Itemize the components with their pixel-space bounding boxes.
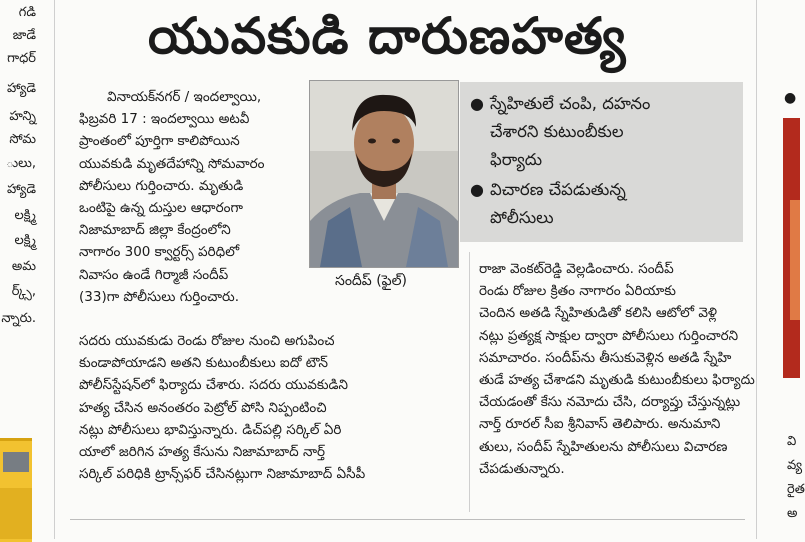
- right-edge-bullet: ●: [784, 90, 797, 106]
- victim-photo: [309, 80, 459, 268]
- article-line: యువకుడి మృతదేహాన్ని సోమవారం: [79, 155, 265, 172]
- left-edge-line: గడి: [18, 5, 36, 20]
- article-line: రెండు రోజుల క్రితం నాగారం ఏరియాకు: [479, 283, 676, 300]
- column-rule-left: [54, 0, 55, 539]
- article-line: చేయడంతో కేసు నమోదు చేసి, దర్యాప్తు చేస్తున్నట్లు: [479, 394, 741, 411]
- article-line: (33)గా పోలీసులు గుర్తించారు.: [79, 288, 240, 305]
- left-edge-line: ర్క్స్,: [11, 284, 36, 299]
- right-edge-text: [787, 430, 805, 526]
- article-line: ఫిబ్రవరి 17 : ఇందల్వాయి అటవీ: [79, 111, 250, 128]
- bottom-rule: [70, 519, 745, 520]
- highlight-line: విచారణ చేపడుతున్న: [490, 180, 626, 199]
- left-neighbour-column: [0, 0, 40, 539]
- portrait-image: [310, 81, 458, 267]
- highlight-line: పోలీసులు: [490, 208, 554, 227]
- inner-column-rule: [469, 252, 470, 512]
- article-line: ఒంటిపై ఉన్న దుస్తుల ఆధారంగా: [79, 199, 243, 216]
- article-line: సమాచారం. సందీప్‌ను తీసుకువెళ్లిన అతడి స్నేహి: [479, 349, 732, 366]
- article-line: నార్త్ రూరల్ సీఐ శ్రీనివాస్ తెలిపారు. అనుమాని: [479, 416, 721, 433]
- article-right-column: [479, 258, 755, 480]
- left-edge-line: సోమ: [9, 132, 36, 147]
- highlight-line: ఫిర్యాదు: [490, 150, 543, 169]
- left-edge-line: న్నారు.: [1, 311, 36, 326]
- article-line: పోలీసులు గుర్తించారు. మృతుడి: [79, 177, 244, 194]
- article-left-column: [79, 86, 264, 308]
- right-edge-line: వ్య: [787, 458, 803, 473]
- article-lower-left: [79, 330, 365, 485]
- highlights-box: [460, 82, 743, 242]
- highlight-line: చేశారని కుటుంబీకుల: [490, 122, 624, 141]
- article-line: తుడే హత్య చేశాడని మృతుడి కుటుంబీకులు ఫిర్యాదు: [479, 371, 755, 388]
- article-line: రాజా వెంకట్‌రెడ్డి వెల్లడించారు. సందీప్: [479, 261, 674, 277]
- article-line: నట్లు పోలీసులు భావిస్తున్నారు. డిచ్‌పల్లి సర్కిల్ ఏరి: [79, 421, 342, 438]
- left-edge-line: గాధర్: [7, 51, 36, 66]
- article-line: చెందిన అతడి స్నేహితుడితో కలిసి ఆటోలో వెళ్లి: [479, 305, 718, 322]
- bullet-icon: ●: [470, 180, 484, 199]
- article-line: చేపడుతున్నారు.: [479, 460, 565, 477]
- left-edge-line: ులు,: [6, 156, 36, 171]
- right-photo-fragment-detail: [790, 200, 800, 320]
- article-line: ప్రాంతంలో పూర్తిగా కాలిపోయిన: [79, 133, 240, 150]
- left-edge-line: అమ: [11, 259, 36, 274]
- left-edge-line: లక్ష్మి: [14, 208, 36, 223]
- right-edge-line: రైత: [787, 482, 805, 497]
- right-edge-line: అ: [787, 506, 798, 521]
- left-edge-line: లక్ష్మి: [14, 233, 36, 248]
- article-line: తులు, సందీప్ స్నేహితులను పోలీసులు విచారణ: [479, 438, 728, 455]
- left-edge-line: హ్యాడె: [6, 182, 36, 197]
- highlight-line: స్నేహితులే చంపి, దహనం: [490, 94, 651, 113]
- left-edge-line: హ్యాడె: [6, 81, 36, 96]
- article-line: సర్కిల్ పరిధికి ట్రాన్స్‌ఫర్ చేసినట్లుగా నిజామాబాద్ ఏసీపీ: [79, 466, 366, 483]
- bus-body: [0, 488, 32, 539]
- bullet-icon: ●: [470, 94, 484, 113]
- left-edge-line: జాడే: [12, 28, 36, 43]
- column-rule-right: [756, 0, 757, 539]
- article-line: పోలీస్‌స్టేషన్‌లో ఫిర్యాదు చేశారు. సదరు యువకుడిని: [79, 377, 349, 394]
- article-line: వినాయక్‌నగర్ / ఇందల్వాయి,: [107, 89, 262, 105]
- left-edge-line: హన్ని: [9, 109, 36, 124]
- photo-caption: సందీప్ (ఫైల్): [335, 273, 408, 289]
- article-line: నట్లు ప్రత్యక్ష సాక్షుల ద్వారా పోలీసులు గుర్తించారని: [479, 327, 739, 344]
- headline: యువకుడి దారుణహత్య: [148, 7, 627, 65]
- article-line: హత్య చేసిన అనంతరం పెట్రోల్ పోసి నిప్పంటించి: [79, 399, 327, 416]
- bus-window: [3, 452, 29, 472]
- article-line: కుండాపోయాడని అతని కుటుంబీకులు ఐదో టౌన్: [79, 355, 329, 372]
- right-edge-line: వి: [787, 434, 797, 449]
- article-line: యాలో జరిగిన హత్య కేసును నిజామాబాద్ నార్త్: [79, 443, 326, 460]
- article-line: నివాసం ఉండే గిర్మాజీ సందీప్: [79, 266, 229, 283]
- article-line: నాగారం 300 క్వార్టర్స్ పరిధిలో: [79, 244, 240, 261]
- article-line: సదరు యువకుడు రెండు రోజుల నుంచి అగుపించ: [79, 333, 335, 349]
- article-line: నిజామాబాద్ జిల్లా కేంద్రంలోని: [79, 222, 231, 239]
